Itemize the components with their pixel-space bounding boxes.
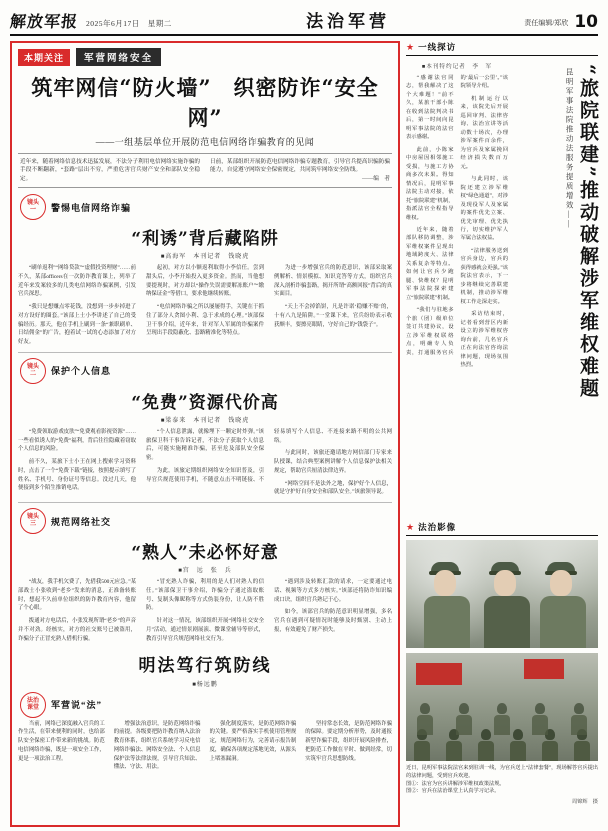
article-section-3 xyxy=(18,508,392,644)
person-torso xyxy=(532,715,548,735)
person-head xyxy=(550,570,572,596)
person-torso xyxy=(417,715,433,735)
seal-icon-text: 镜头 一 xyxy=(26,200,39,214)
photo-1-figure-left xyxy=(424,562,470,648)
red-flag xyxy=(416,663,462,685)
masthead-right xyxy=(524,14,598,31)
side-text-wrap xyxy=(406,60,508,515)
section-2-byline: ■梁泰来 本刊记者 钱晓虎 xyxy=(160,417,250,424)
person-torso xyxy=(414,741,430,761)
side-byline: ■本刊特约记者 李 军 xyxy=(421,64,493,70)
side-headline: “旅院联建”推动破解涉军维权难题 xyxy=(577,64,599,400)
article-section-2 xyxy=(18,358,392,497)
paragraph: “电信网络诈骗之所以屡屡得手，关键在于抓住了部分人贪图小利、急于求成的心理。”该部保卫干事介绍，近年来，针对军人军属的诈骗案件呈现出手段隐蔽化、套路精准化等特点。 xyxy=(146,304,264,337)
paragraph: 强化制度落实，是防范网络诈骗的关键。要严格落实手机使用管理规定，规范网络行为，完善请示报告制度，确保各项规定落地见效，从源头上堵塞漏洞。 xyxy=(209,720,297,762)
seal-icon xyxy=(20,508,46,534)
person-torso xyxy=(540,596,586,648)
star-icon: ★ xyxy=(406,521,415,532)
section-1-body xyxy=(18,264,392,347)
photo-1-figure-right xyxy=(540,562,586,648)
person-head xyxy=(535,703,545,714)
person-head xyxy=(434,570,456,596)
person-head xyxy=(574,703,584,714)
section-2-body xyxy=(18,428,392,497)
photo-2 xyxy=(406,653,598,761)
section-2-stamp-label: 保护个人信息 xyxy=(51,366,112,377)
section-1-stamp-row xyxy=(20,194,392,220)
person-torso xyxy=(571,715,587,735)
person-torso xyxy=(456,715,472,735)
paragraph: “遇到涉及转账汇款的请求，一定要通过电话、视频等方式多方核实。”该部还将防诈知识编成口诀，组织官兵熟记于心。 xyxy=(274,579,392,603)
paragraph: “法律服务送到官兵身边，官兵的获得感就会更强。”该院法官表示，下一步将继续完善联建机制，推动涉军维权工作走深走实。 xyxy=(460,247,508,305)
paragraph: “感谢法官同志，帮我解决了这个大难题！”前不久，某旅干部小陈在收到法院判决书后，第一时间向昆明军事法院的法官表示感谢。 xyxy=(406,75,454,141)
lede-col-2-text: 日前，某部组织开展防范电信网络诈骗专题教育，引导官兵提高识骗防骗能力，自觉遵守网络安全保密规定，共同筑牢网络安全防线。 xyxy=(210,159,390,174)
paragraph: 采访结束时，记者看到营区内新设立的涉军维权咨询台前，几名官兵正在向法官咨询法律问题，现场氛围热烈。 xyxy=(460,311,508,368)
person-torso xyxy=(542,741,558,761)
person-torso xyxy=(574,741,590,761)
side-subhead: 昆明军事法院推动法服务提质增效—— xyxy=(565,68,575,230)
photo-1-figure-center xyxy=(484,562,530,648)
photo-1 xyxy=(406,540,598,648)
paragraph: “个人信息泄露，就像埋下一颗定时炸弹。”该旅保卫科干事告诉记者，不法分子获取个人信息后，可能实施精准诈骗，甚至危及部队安全保密。 xyxy=(146,428,264,462)
crowd-figure xyxy=(571,703,587,735)
page-content xyxy=(10,41,598,827)
banner-tag: 本期关注 xyxy=(18,49,70,66)
section-2-title: “免费”资源代价高 xyxy=(131,392,279,413)
section-3-byline: ■宫 远 张 兵 xyxy=(178,568,232,575)
commentary-body xyxy=(18,720,392,773)
section-2-stamp-row xyxy=(20,358,392,384)
masthead-editor: 责任编辑/郑欣 xyxy=(524,19,569,27)
paragraph: 为此，该旅定期组织网络安全知识普及，引导官兵规范使用手机，不随意点击不明链接、不轻易填写个人信息、不连接来路不明的公共网络。 xyxy=(146,428,392,483)
paragraph: “我只是想赚点零花钱，没想到一步步掉进了对方设好的圈套。”该部上士小李讲述了自己的受骗经历。那天，他在手机上刷到一条“兼职刷单、日结佣金”的广告，抱着试一试的心态添加了对方好友。 xyxy=(18,304,136,346)
section-1-title: “利诱”背后藏陷阱 xyxy=(131,229,279,250)
photo-sub-caption-1: 图①：法官为官兵讲解涉军维权政策法规。 xyxy=(406,780,505,787)
feature-headline: 筑牢网信“防火墙” 织密防诈“安全网” xyxy=(31,75,379,130)
person-torso xyxy=(510,741,526,761)
person-head xyxy=(420,703,430,714)
section-3-title: “熟人”未必怀好意 xyxy=(131,543,279,564)
seal-icon xyxy=(20,692,46,718)
side-section-header xyxy=(406,41,598,56)
star-icon: ★ xyxy=(406,41,415,52)
lede-col-1: 近年来，随着网络信息技术迅猛发展，不法分子利用电信网络实施诈骗的手段不断翻新，“套路”层出不穷，严重危害官兵财产安全和部队安全稳定。 xyxy=(20,159,200,182)
paragraph: 针对这一情况，该部组织开展“网络社交安全月”活动，通过情景剧展演、微课堂辅导等形式，教育引导官兵规范网络社交行为。 xyxy=(146,618,264,642)
photo-caption: 近日，昆明军事法院法官来到驻训一线，为官兵送上“法律套餐”，现场解答官兵提出的法律问题，受到官兵欢迎。 xyxy=(406,765,598,779)
masthead-date: 2025年6月17日 星期二 xyxy=(86,19,172,28)
seal-icon xyxy=(20,194,46,220)
divider xyxy=(18,502,392,503)
person-head xyxy=(497,703,507,714)
paragraph: 增强法治意识，是防范网络诈骗的前提。各级要把防诈教育纳入法治教育体系，组织官兵系统学习反电信网络诈骗法、网络安全法、个人信息保护法等法律法规，引导官兵知法、懂法、守法、用法。 xyxy=(113,720,201,771)
side-section-tag: 一线探访 xyxy=(418,42,457,52)
paragraph: 近年来，随着部队移防调整，涉军维权案件呈现出地域跨度大、法律关系复杂等特点。如何让官兵少跑腿、快维权？昆明军事法院探索建立“旅院联建”机制。 xyxy=(406,226,454,301)
person-torso xyxy=(478,741,494,761)
side-column xyxy=(406,41,598,827)
paragraph: 起初，对方以小额返利取得小李信任。尝到甜头后，小李开始投入更多资金。然而，当他想要提现时，对方却以“操作失误需要解冻账户”“缴纳保证金”等借口，要求他继续转账。 xyxy=(146,265,264,298)
commentary-stamp-row xyxy=(20,692,392,718)
seal-icon-text: 镜头 二 xyxy=(26,363,39,377)
lede-col-2 xyxy=(210,158,390,183)
paragraph: “刷单返利”“网络贷款”“虚假投资理财”……前不久，某部officers在一次防诈教育课上，列举了近年来发案较多的几类电信网络诈骗案例，引发官兵深思。 xyxy=(18,265,136,298)
main-article-column xyxy=(10,41,400,827)
paragraph: 前不久，某旅下士小王在网上搜索学习资料时，点击了一个“免费下载”链接，按照提示填写了姓名、手机号、身份证号等信息。没过几天，他便接到多个陌生推销电话。 xyxy=(18,459,136,492)
photo-credit: 周锦辉 摄 xyxy=(572,799,598,806)
crowd-figure xyxy=(494,703,510,735)
section-1-byline: ■高海军 本刊记者 钱晓虎 xyxy=(160,254,250,261)
paragraph: 为进一步增强官兵的防范意识，该部采取案例解析、情景模拟、知识竞答等方式，组织官兵深入剖析诈骗套路，揭开所谓“高额回报”背后的真实面目。 xyxy=(274,265,392,298)
photo-section-header xyxy=(406,521,598,536)
photo-sub-caption-2: 图②：官兵在法治课堂上认真学习记录。 xyxy=(406,788,500,795)
lede-signature: ——编 者 xyxy=(362,175,390,182)
person-head xyxy=(494,570,516,596)
crowd-figure xyxy=(456,703,472,735)
paragraph: “网络空间不是法外之地，保护好个人信息，就是守护好自身安全和部队安全。”该旅领导说。 xyxy=(274,480,392,496)
commentary-byline: ■杨远鹏 xyxy=(192,681,218,688)
side-body-text xyxy=(406,74,508,369)
seal-icon-text: 镜头 三 xyxy=(26,514,39,528)
topic-banner xyxy=(18,48,392,66)
person-torso xyxy=(484,596,530,648)
paragraph: 与此同时，该院还建立涉军维权“绿色通道”，对涉及现役军人及家属的案件优先立案、优先审理、优先执行，切实维护军人军属合法权益。 xyxy=(460,176,508,242)
paragraph: 此前，小陈家中房屋因相邻施工受损，与施工方协商多次未果。得知情况后，昆明军事法院主动对接，依托“旅院联建”机制，指派法官全程指导维权。 xyxy=(406,146,454,221)
side-article xyxy=(406,60,598,515)
paragraph: “免费领取游戏皮肤”“免费观看影视资源”……一些看似诱人的“免费”福利，背后往往隐藏着窃取个人信息的风险。 xyxy=(18,428,136,453)
person-torso xyxy=(424,596,470,648)
section-3-body xyxy=(18,578,392,644)
paragraph: 机制运行以来，该院先后开展巡回审判、法律咨询、法治宣讲等活动数十场次，办理涉军案件百余件，为官兵及家属挽回经济损失数百万元。 xyxy=(460,95,508,170)
paragraph: 坚持常态长效，是防范网络诈骗的保障。要定期分析形势，及时通报新型诈骗手段，组织开展风险排查，把防范工作做在平时、做到经常，切实筑牢官兵思想防线。 xyxy=(305,720,392,762)
section-1-stamp-label: 警惕电信网络诈骗 xyxy=(51,202,132,213)
photo-2-crowd-back xyxy=(406,703,598,735)
person-torso xyxy=(446,741,462,761)
side-vertical-title-wrap xyxy=(512,60,598,515)
paragraph: “战友，我手机欠费了，先借我500元应急。”某部战士小张收到“老乡”发来的消息，正准备转账时，想起不久前单位组织的防诈教育内容，他留了个心眼。 xyxy=(18,579,136,612)
crowd-figure xyxy=(417,703,433,735)
page-number: 10 xyxy=(574,12,598,32)
paragraph: 拨通对方电话后，小张发现所谓“老乡”的声音并不对劲。经核实，对方的社交账号已被盗用，诈骗分子正冒充熟人借机行骗。 xyxy=(18,618,137,642)
divider xyxy=(18,352,392,353)
paragraph: 如今，该部官兵的防范意识明显增强，多名官兵在遇到可疑情况时能够及时甄别、主动上报，有效避免了财产损失。 xyxy=(274,609,392,633)
page-title: 法治军营 xyxy=(306,12,391,31)
article-section-1 xyxy=(18,194,392,347)
crowd-figure xyxy=(532,703,548,735)
paragraph: “天上不会掉馅饼，凡是许诺‘稳赚不赔’的，十有八九是陷阱。”一堂课下来，官兵纷纷表示收获颇丰，要擦亮眼睛，守好自己的“钱袋子”。 xyxy=(274,304,392,328)
banner-title: 军营网络安全 xyxy=(76,48,161,66)
masthead xyxy=(10,6,598,36)
section-3-stamp-row xyxy=(20,508,392,534)
photo-section-tag: 法治影像 xyxy=(418,522,457,532)
commentary-stamp-label: 军营说“法” xyxy=(51,700,103,711)
red-flag xyxy=(524,659,564,679)
feature-subhead: ——一组基层单位开展防范电信网络诈骗教育的见闻 xyxy=(95,137,315,147)
paragraph: 与此同时，该旅还邀请地方网信部门专家来队授课，结合典型案例讲解个人信息保护法相关规定，帮助官兵厘清法律边界。 xyxy=(274,450,392,474)
paragraph: “我们与驻地多个旅（团）级单位签订共建协议，设立涉军维权联络点，明确专人负责，打通服务官兵的‘最后一公里’。”该院领导介绍。 xyxy=(406,75,508,356)
paragraph: “冒充熟人诈骗，利用的是人们对熟人的信任。”该部保卫干事介绍，诈骗分子通过盗取账号、复制头像昵称等方式伪装身份，让人防不胜防。 xyxy=(146,579,264,612)
seal-icon-text: 法治 课堂 xyxy=(26,697,39,711)
feature-lede xyxy=(18,153,392,188)
person-head xyxy=(459,703,469,714)
person-torso xyxy=(494,715,510,735)
paragraph: 当前，网络已深度融入官兵的工作生活，在带来便利的同时，也给部队安全保密工作带来新的挑战。防范电信网络诈骗，既是一项安全工作，更是一项法治工程。 xyxy=(18,720,105,762)
masthead-left xyxy=(10,14,172,31)
section-3-stamp-label: 规范网络社交 xyxy=(51,516,112,527)
seal-icon xyxy=(20,358,46,384)
paper-logo: 解放军报 xyxy=(9,12,80,31)
commentary-title: 明法笃行筑防线 xyxy=(138,655,272,676)
